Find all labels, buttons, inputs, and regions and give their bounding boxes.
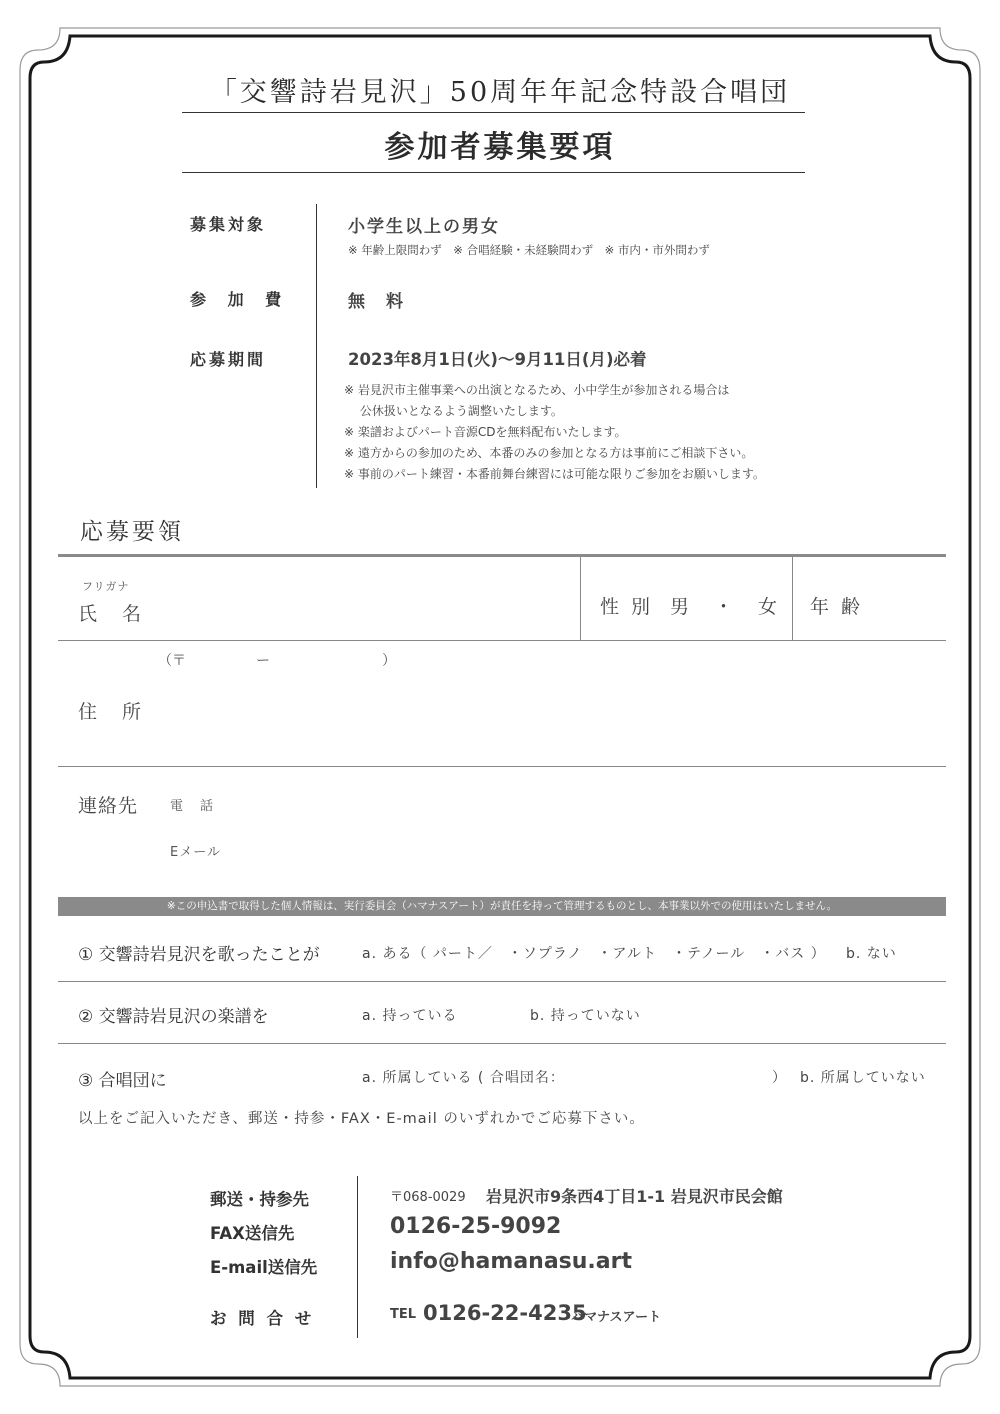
fax-number: 0126-25-9092 bbox=[390, 1214, 562, 1239]
gender-age-divider bbox=[792, 557, 793, 640]
name-row-border bbox=[58, 640, 946, 641]
question-2: ② 交響詩岩見沢の楽譜を bbox=[78, 1007, 269, 1027]
form-top-border bbox=[58, 554, 946, 557]
phone-label: 電 話 bbox=[170, 799, 216, 814]
question-1-border bbox=[58, 981, 946, 982]
info-note: ※ 楽譜およびパート音源CDを無料配布いたします。 bbox=[344, 425, 627, 439]
question-1: ① 交響詩岩見沢を歌ったことが bbox=[78, 945, 320, 965]
question-3-close-paren: ） bbox=[772, 1070, 787, 1086]
email-label: Eメール bbox=[170, 845, 221, 860]
question-3-option-b[interactable]: b. 所属していない bbox=[800, 1070, 926, 1086]
page-subtitle: 参加者募集要項 bbox=[384, 130, 616, 165]
target-note: ※ 年齢上限問わず ※ 合唱経験・未経験問わず ※ 市内・市外問わず bbox=[348, 243, 710, 257]
info-note: ※ 事前のパート練習・本番前舞台練習には可能な限りご参加をお願いします。 bbox=[344, 467, 765, 481]
question-1-option-b[interactable]: b. ない bbox=[846, 946, 897, 962]
postal-code-field[interactable]: （〒 ー ） bbox=[158, 653, 396, 669]
fax-label: FAX送信先 bbox=[210, 1224, 295, 1243]
title-divider bbox=[182, 112, 805, 113]
name-gender-divider bbox=[580, 557, 581, 640]
question-1-option-a[interactable]: a. ある（ パート／ ・ソプラノ ・アルト ・テノール ・バス ） bbox=[362, 946, 826, 962]
period-label: 応募期間 bbox=[190, 350, 267, 369]
question-2-border bbox=[58, 1043, 946, 1044]
question-3-option-a[interactable]: a. 所属している ( 合唱団名： bbox=[362, 1070, 565, 1086]
age-label: 年 齢 bbox=[810, 596, 864, 618]
period-value: 2023年8月1日(火)〜9月11日(月)必着 bbox=[348, 350, 647, 369]
info-note: ※ 遠方からの参加のため、本番のみの参加となる方は事前にご相談下さい。 bbox=[344, 446, 754, 460]
submission-instruction: 以上をご記入いただき、郵送・持参・FAX・E-mail のいずれかでご応募下さい。 bbox=[78, 1111, 645, 1127]
info-note: 公休扱いとなるよう調整いたします。 bbox=[344, 404, 563, 418]
address-label: 住 所 bbox=[78, 701, 145, 723]
name-label: 氏 名 bbox=[78, 603, 145, 625]
tel-number: 0126-22-4235 bbox=[423, 1301, 587, 1325]
question-2-option-a[interactable]: a. 持っている bbox=[362, 1008, 458, 1024]
question-2-option-b[interactable]: b. 持っていない bbox=[530, 1008, 641, 1024]
target-label: 募集対象 bbox=[190, 215, 267, 234]
tel-prefix: TEL bbox=[390, 1307, 417, 1322]
target-value: 小学生以上の男女 bbox=[348, 217, 500, 237]
page-title: 「交響詩岩見沢」50周年年記念特設合唱団 bbox=[209, 77, 791, 108]
mail-label: 郵送・持参先 bbox=[210, 1190, 309, 1209]
gender-options[interactable]: 男 ・ 女 bbox=[670, 596, 781, 618]
gender-label: 性 別 bbox=[600, 596, 654, 618]
question-3: ③ 合唱団に bbox=[78, 1071, 167, 1091]
address-row-border bbox=[58, 766, 946, 767]
email-contact-label: E-mail送信先 bbox=[210, 1258, 318, 1277]
contact-label: 連絡先 bbox=[78, 795, 139, 817]
mail-address: 岩見沢市9条西4丁目1-1 岩見沢市民会館 bbox=[486, 1187, 783, 1206]
inquiry-label: お 問 合 せ bbox=[210, 1309, 315, 1328]
fee-value: 無 料 bbox=[348, 292, 405, 312]
info-notes bbox=[344, 380, 765, 485]
subtitle-divider bbox=[182, 172, 805, 173]
email-address-link[interactable]: info@hamanasu.art bbox=[390, 1249, 632, 1274]
contact-divider bbox=[357, 1176, 358, 1338]
tel-organization: ハマナスアート bbox=[571, 1310, 662, 1325]
privacy-notice: ※この申込書で取得した個人情報は、実行委員会（ハマナスアート）が責任を持って管理するものとし、本事業以外での使用はいたしません。 bbox=[58, 897, 946, 916]
section-title: 応募要領 bbox=[80, 519, 184, 545]
fee-label: 参 加 費 bbox=[190, 290, 290, 309]
info-divider bbox=[316, 204, 317, 488]
info-note: ※ 岩見沢市主催事業への出演となるため、小中学生が参加される場合は bbox=[344, 383, 730, 397]
mail-postal: 〒068-0029 bbox=[390, 1190, 466, 1205]
furigana-label: フリガナ bbox=[82, 580, 130, 593]
